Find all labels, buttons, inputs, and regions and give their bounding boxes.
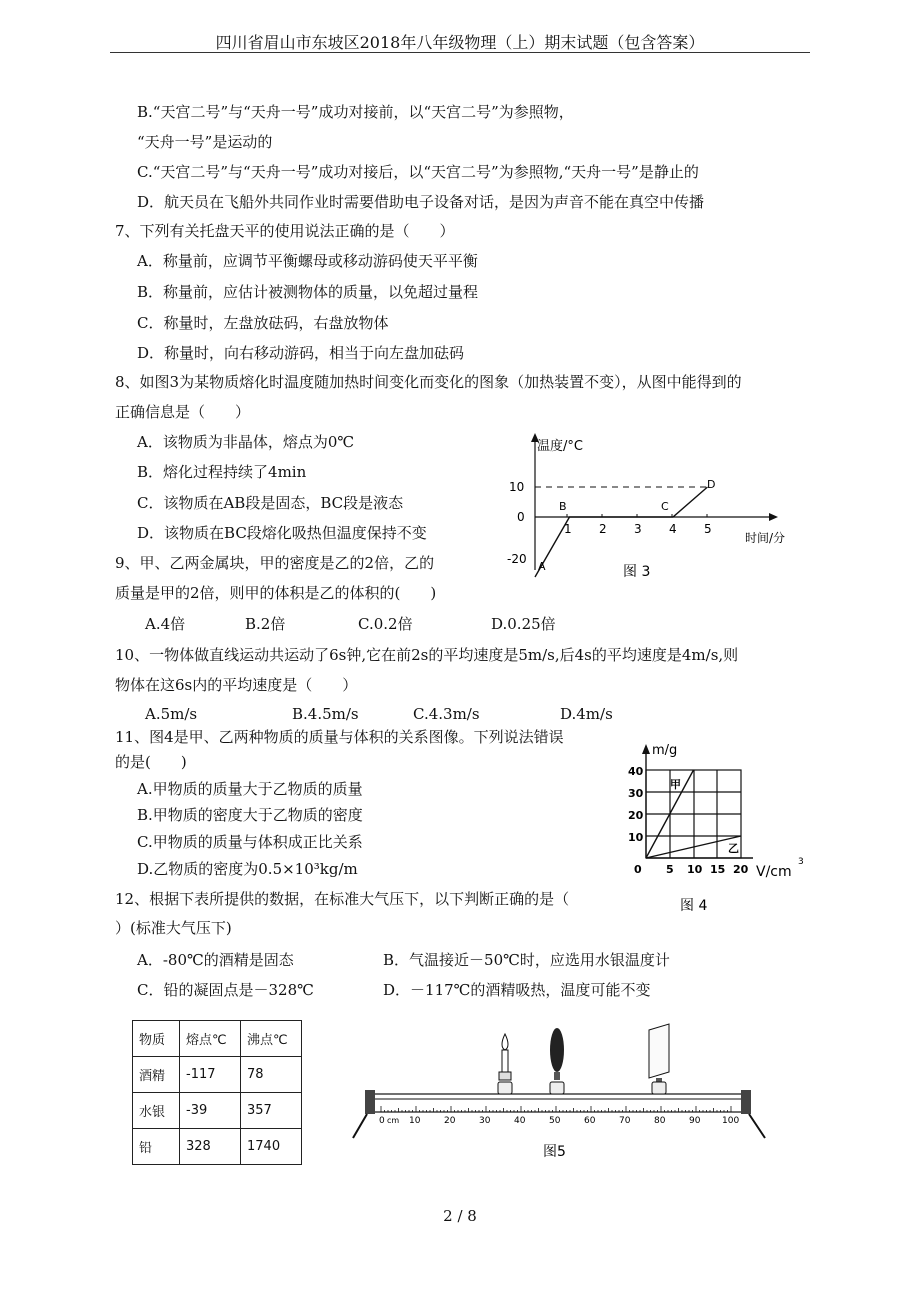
fig3-point-label-a: A bbox=[538, 560, 546, 573]
bench-tick-label: 60 bbox=[584, 1116, 596, 1126]
q10-option-d: D.4m/s bbox=[560, 705, 613, 723]
page-number: 2 / 8 bbox=[443, 1207, 477, 1225]
q7-stem: 7、下列有关托盘天平的使用说法正确的是（ ） bbox=[115, 222, 455, 240]
q11-option-c: C.甲物质的质量与体积成正比关系 bbox=[137, 833, 363, 851]
q11-option-b: B.甲物质的密度大于乙物质的密度 bbox=[137, 806, 363, 824]
q8-option-d: D．该物质在BC段熔化吸热但温度保持不变 bbox=[137, 524, 427, 542]
convex-lens-icon bbox=[550, 1028, 564, 1094]
q7-option-c: C．称量时，左盘放砝码，右盘放物体 bbox=[137, 314, 389, 332]
bench-unit-label: cm bbox=[387, 1116, 400, 1125]
q9-stem: 9、甲、乙两金属块，甲的密度是乙的2倍，乙的 bbox=[115, 554, 435, 572]
q8-stem-cont: 正确信息是（ ） bbox=[115, 403, 251, 421]
table-row bbox=[133, 1057, 302, 1093]
fig3-point-label-b: B bbox=[559, 500, 567, 513]
q6-option-c: C.“天宫二号”与“天舟一号”成功对接后，以“天宫二号”为参照物,“天舟一号”是静止的 bbox=[137, 163, 699, 181]
fig5-caption: 图5 bbox=[543, 1144, 566, 1160]
fig3-xtick: 1 bbox=[564, 522, 572, 536]
fig3-ytick: 10 bbox=[509, 480, 525, 494]
fig3-xlabel: 时间/分 bbox=[745, 531, 786, 545]
fig4-y-arrow bbox=[642, 744, 650, 754]
bench-leg-right bbox=[749, 1114, 765, 1138]
fig3-xtick: 3 bbox=[634, 522, 642, 536]
table-cell: 328 bbox=[180, 1129, 241, 1165]
table-row bbox=[133, 1093, 302, 1129]
fig3-point-label-d: D bbox=[707, 478, 716, 491]
figure-3-chart bbox=[495, 430, 815, 585]
table-row bbox=[133, 1129, 302, 1165]
q11-option-a: A.甲物质的质量大于乙物质的质量 bbox=[137, 780, 363, 798]
fig3-ylabel: 温度/°C bbox=[537, 439, 583, 454]
fig3-xtick: 4 bbox=[669, 522, 677, 536]
q6-option-b: B.“天宫二号”与“天舟一号”成功对接前，以“天宫二号”为参照物， bbox=[137, 103, 574, 121]
q9-option-c: C.0.2倍 bbox=[358, 615, 413, 633]
light-screen-icon bbox=[649, 1024, 669, 1094]
fig4-xtick: 5 bbox=[666, 863, 674, 876]
bench-rail bbox=[370, 1094, 746, 1112]
q10-stem: 10、一物体做直线运动共运动了6s钟,它在前2s的平均速度是5m/s,后4s的平均速度是4m/s,则 bbox=[115, 646, 739, 664]
table-cell: -117 bbox=[180, 1057, 241, 1093]
fig4-xlabel: V/cm bbox=[756, 864, 792, 880]
bench-tick-label: 40 bbox=[514, 1116, 526, 1126]
q8-option-b: B．熔化过程持续了4min bbox=[137, 463, 307, 481]
fig4-ylabel: m/g bbox=[652, 743, 678, 758]
q6-option-d: D．航天员在飞船外共同作业时需要借助电子设备对话，是因为声音不能在真空中传播 bbox=[137, 193, 705, 211]
fig4-xtick: 15 bbox=[710, 863, 726, 876]
fig4-ytick: 40 bbox=[628, 765, 644, 778]
q10-option-c: C.4.3m/s bbox=[413, 705, 480, 723]
q7-option-a: A．称量前，应调节平衡螺母或移动游码使天平平衡 bbox=[137, 252, 478, 270]
q7-option-b: B．称量前，应估计被测物体的质量，以免超过量程 bbox=[137, 283, 479, 301]
bench-tick-label: 70 bbox=[619, 1116, 631, 1126]
table-header-cell: 熔点℃ bbox=[180, 1021, 241, 1057]
bench-tick-label: 90 bbox=[689, 1116, 701, 1126]
fig4-ytick: 20 bbox=[628, 809, 644, 822]
q6-option-b-cont: “天舟一号”是运动的 bbox=[137, 133, 273, 151]
q9-option-a: A.4倍 bbox=[145, 615, 186, 633]
q9-option-b: B.2倍 bbox=[245, 615, 286, 633]
page-header: 四川省眉山市东坡区2018年八年级物理（上）期末试题（包含答案） bbox=[215, 33, 705, 52]
q11-stem: 11、图4是甲、乙两种物质的质量与体积的关系图像。下列说法错误 bbox=[115, 728, 564, 746]
bench-tick-label: 50 bbox=[549, 1116, 561, 1126]
q9-stem-cont: 质量是甲的2倍，则甲的体积是乙的体积的( ) bbox=[115, 584, 437, 602]
q11-option-d: D.乙物质的密度为0.5×10³kg/m bbox=[137, 860, 358, 878]
table-cell: 357 bbox=[241, 1093, 302, 1129]
q10-stem-cont: 物体在这6s内的平均速度是（ ） bbox=[115, 676, 358, 694]
bench-tick-label: 0 bbox=[379, 1116, 385, 1126]
fig4-ytick: 30 bbox=[628, 787, 644, 800]
figure-4-chart bbox=[628, 740, 818, 915]
melting-boiling-table bbox=[132, 1020, 302, 1165]
table-header-cell: 物质 bbox=[133, 1021, 180, 1057]
q12-option-c: C．铅的凝固点是－328℃ bbox=[137, 981, 314, 999]
header-divider bbox=[110, 52, 810, 53]
fig4-ytick: 10 bbox=[628, 831, 644, 844]
q11-stem-cont: 的是( ) bbox=[115, 753, 187, 771]
fig4-xtick: 20 bbox=[733, 863, 749, 876]
q12-stem-cont: ）(标准大气压下) bbox=[115, 919, 232, 937]
table-cell: 酒精 bbox=[133, 1057, 180, 1093]
fig3-xtick: 5 bbox=[704, 522, 712, 536]
table-header-cell: 沸点℃ bbox=[241, 1021, 302, 1057]
fig3-ytick: -20 bbox=[507, 552, 527, 566]
bench-tick-label: 10 bbox=[409, 1116, 421, 1126]
q8-option-a: A．该物质为非晶体，熔点为0℃ bbox=[137, 433, 355, 451]
candle-icon bbox=[498, 1034, 512, 1094]
fig4-xlabel-sup: 3 bbox=[798, 857, 804, 867]
q10-option-a: A.5m/s bbox=[145, 705, 198, 723]
bench-tick-label: 30 bbox=[479, 1116, 491, 1126]
fig4-caption: 图 4 bbox=[680, 898, 708, 914]
fig4-grid bbox=[646, 770, 741, 858]
table-header-row bbox=[133, 1021, 302, 1057]
table-cell: 铅 bbox=[133, 1129, 180, 1165]
bench-tick-label: 20 bbox=[444, 1116, 456, 1126]
q12-option-b: B．气温接近－50℃时，应选用水银温度计 bbox=[383, 951, 670, 969]
bench-endcap-left bbox=[365, 1090, 375, 1114]
fig3-x-arrow bbox=[769, 513, 778, 521]
q12-option-d: D．－117℃的酒精吸热，温度可能不变 bbox=[383, 981, 651, 999]
bench-endcap-right bbox=[741, 1090, 751, 1114]
fig4-series-label-yi: 乙 bbox=[728, 842, 739, 855]
q9-option-d: D.0.25倍 bbox=[491, 615, 556, 633]
table-cell: 1740 bbox=[241, 1129, 302, 1165]
table-cell: -39 bbox=[180, 1093, 241, 1129]
fig4-xtick: 10 bbox=[687, 863, 703, 876]
q7-option-d: D．称量时，向右移动游码，相当于向左盘加砝码 bbox=[137, 344, 465, 362]
fig4-series-label-jia: 甲 bbox=[670, 778, 681, 791]
bench-tick-label: 100 bbox=[722, 1116, 740, 1126]
q8-option-c: C．该物质在AB段是固态，BC段是液态 bbox=[137, 494, 404, 512]
q12-stem: 12、根据下表所提供的数据，在标准大气压下，以下判断正确的是（ bbox=[115, 890, 570, 908]
bench-leg-left bbox=[353, 1114, 367, 1138]
fig3-point-label-c: C bbox=[661, 500, 669, 513]
table-cell: 78 bbox=[241, 1057, 302, 1093]
figure-5-optical-bench bbox=[345, 1020, 775, 1165]
bench-tick-label: 80 bbox=[654, 1116, 666, 1126]
table-cell: 水银 bbox=[133, 1093, 180, 1129]
fig3-xtick: 2 bbox=[599, 522, 607, 536]
fig3-caption: 图 3 bbox=[623, 564, 651, 580]
q12-option-a: A．-80℃的酒精是固态 bbox=[137, 951, 294, 969]
fig3-ytick: 0 bbox=[517, 510, 525, 524]
q10-option-b: B.4.5m/s bbox=[292, 705, 359, 723]
q8-stem: 8、如图3为某物质熔化时温度随加热时间变化而变化的图象（加热装置不变），从图中能得到的 bbox=[115, 373, 742, 391]
fig4-ytick: 0 bbox=[634, 863, 642, 876]
